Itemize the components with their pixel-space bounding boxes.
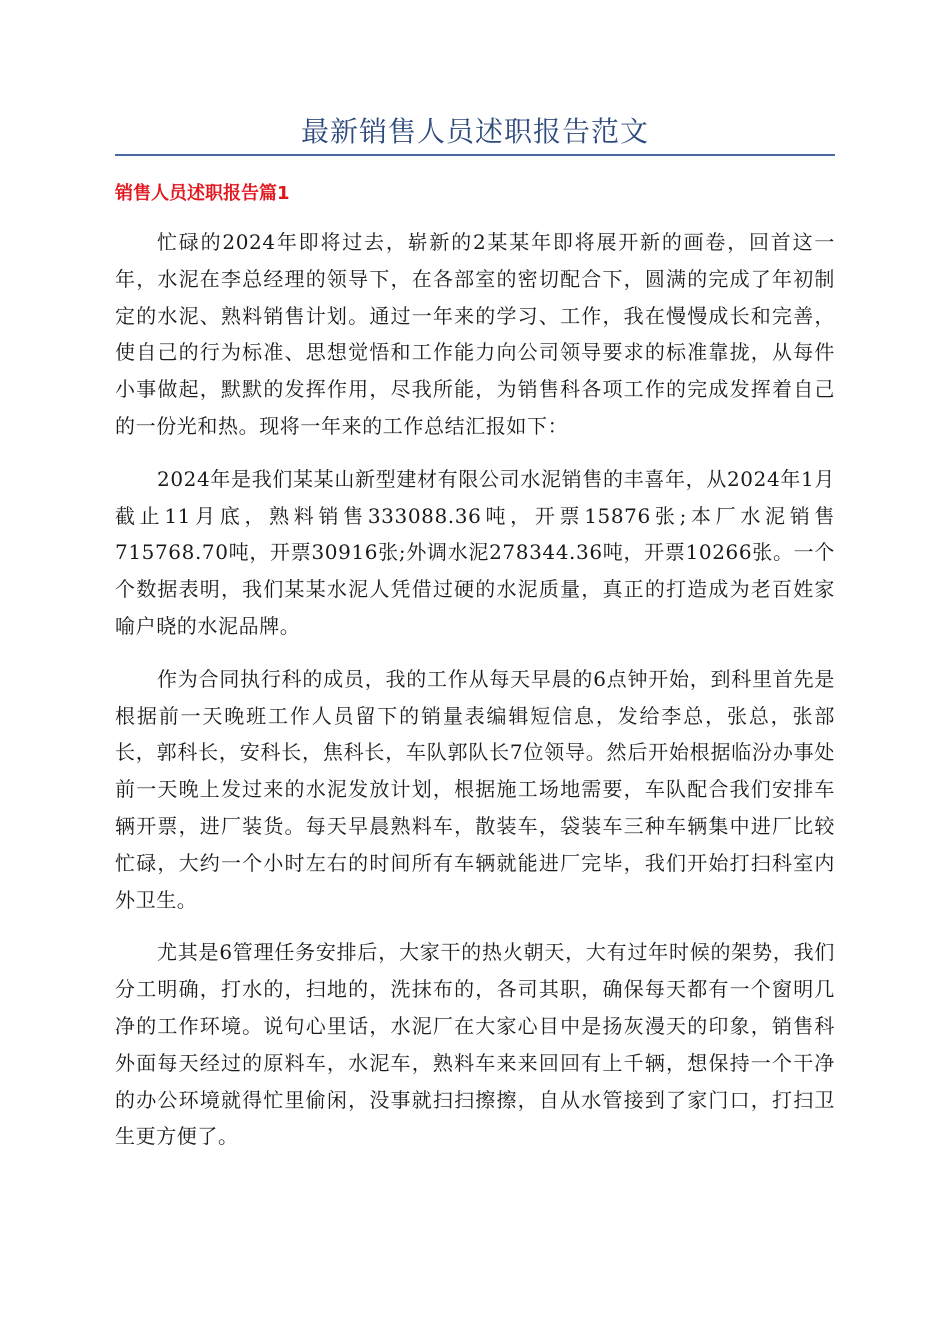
paragraph-daily-work: 作为合同执行科的成员，我的工作从每天早晨的6点钟开始，到科里首先是根据前一天晚班工作人员留下的销量表编辑短信息，发给李总，张总，张部长，郭科长，安科长，焦科长，车队郭队长7位领导。然后开始根据临汾办事处前一天晚上发过来的水泥发放计划，根据施工场地需要，车队配合我们安排车辆开票，进厂装货。每天早晨熟料车，散装车，袋装车三种车辆集中进厂比较忙碌，大约一个小时左右的时间所有车辆就能进厂完毕，我们开始打扫科室内外卫生。 [115,666,835,912]
paragraph-intro: 忙碌的2024年即将过去，崭新的2某某年即将展开新的画卷，回首这一年，水泥在李总经理的领导下，在各部室的密切配合下，圆满的完成了年初制定的水泥、熟料销售计划。通过一年来的学习、工作，我在慢慢成长和完善，使自己的行为标准、思想觉悟和工作能力向公司领导要求的标准靠拢，从每件小事做起，默默的发挥作用，尽我所能，为销售科各项工作的完成发挥着自己的一份光和热。现将一年来的工作总结汇报如下： [115,230,835,438]
paragraph-sales-figures: 2024年是我们某某山新型建材有限公司水泥销售的丰喜年，从2024年1月截止11月底，熟料销售333088.36吨，开票15876张;本厂水泥销售715768.70吨，开票30916张;外调水泥278344.36吨，开票10266张。一个个数据表明，我们某某水泥人凭借过硬的水泥质量，真正的打造成为老百姓家喻户晓的水泥品牌。 [115,466,835,638]
paragraph-cleaning: 尤其是6管理任务安排后，大家干的热火朝天，大有过年时候的架势，我们分工明确，打水的，扫地的，洗抹布的，各司其职，确保每天都有一个窗明几净的工作环境。说句心里话，水泥厂在大家心目中是扬灰漫天的印象，销售科外面每天经过的原料车，水泥车，熟料车来来回回有上千辆，想保持一个干净的办公环境就得忙里偷闲，没事就扫扫擦擦，自从水管接到了家门口，打扫卫生更方便了。 [115,940,835,1149]
title-divider [115,154,835,156]
section-heading: 销售人员述职报告篇1 [115,183,290,204]
document-body [115,224,835,1171]
document-title: 最新销售人员述职报告范文 [300,115,649,148]
